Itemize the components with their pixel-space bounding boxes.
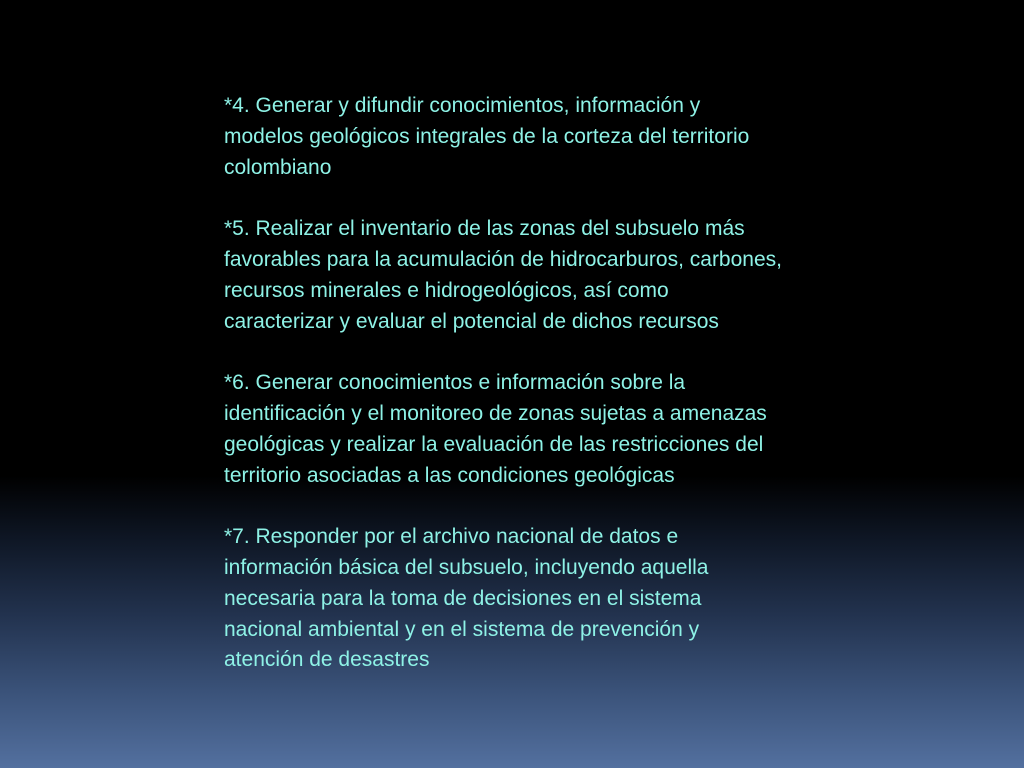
list-item-5: *5. Realizar el inventario de las zonas del subsuelo más favorables para la acumulación de hidrocarburos, carbones, recursos minerales e hidrogeológicos, así como caracterizar y evaluar el potencial de dichos recursos <box>224 217 782 333</box>
list-item-7: *7. Responder por el archivo nacional de datos e información básica del subsuelo, incluyendo aquella necesaria para la toma de decisiones en el sistema nacional ambiental y en el sistema de prevención y atención de desastres <box>224 525 709 672</box>
slide-body <box>224 91 784 676</box>
list-item-4: *4. Generar y difundir conocimientos, información y modelos geológicos integrales de la corteza del territorio colombiano <box>224 94 750 179</box>
list-item-6: *6. Generar conocimientos e información sobre la identificación y el monitoreo de zonas sujetas a amenazas geológicas y realizar la evaluación de las restricciones del territorio asociadas a las condiciones geológicas <box>224 371 767 487</box>
